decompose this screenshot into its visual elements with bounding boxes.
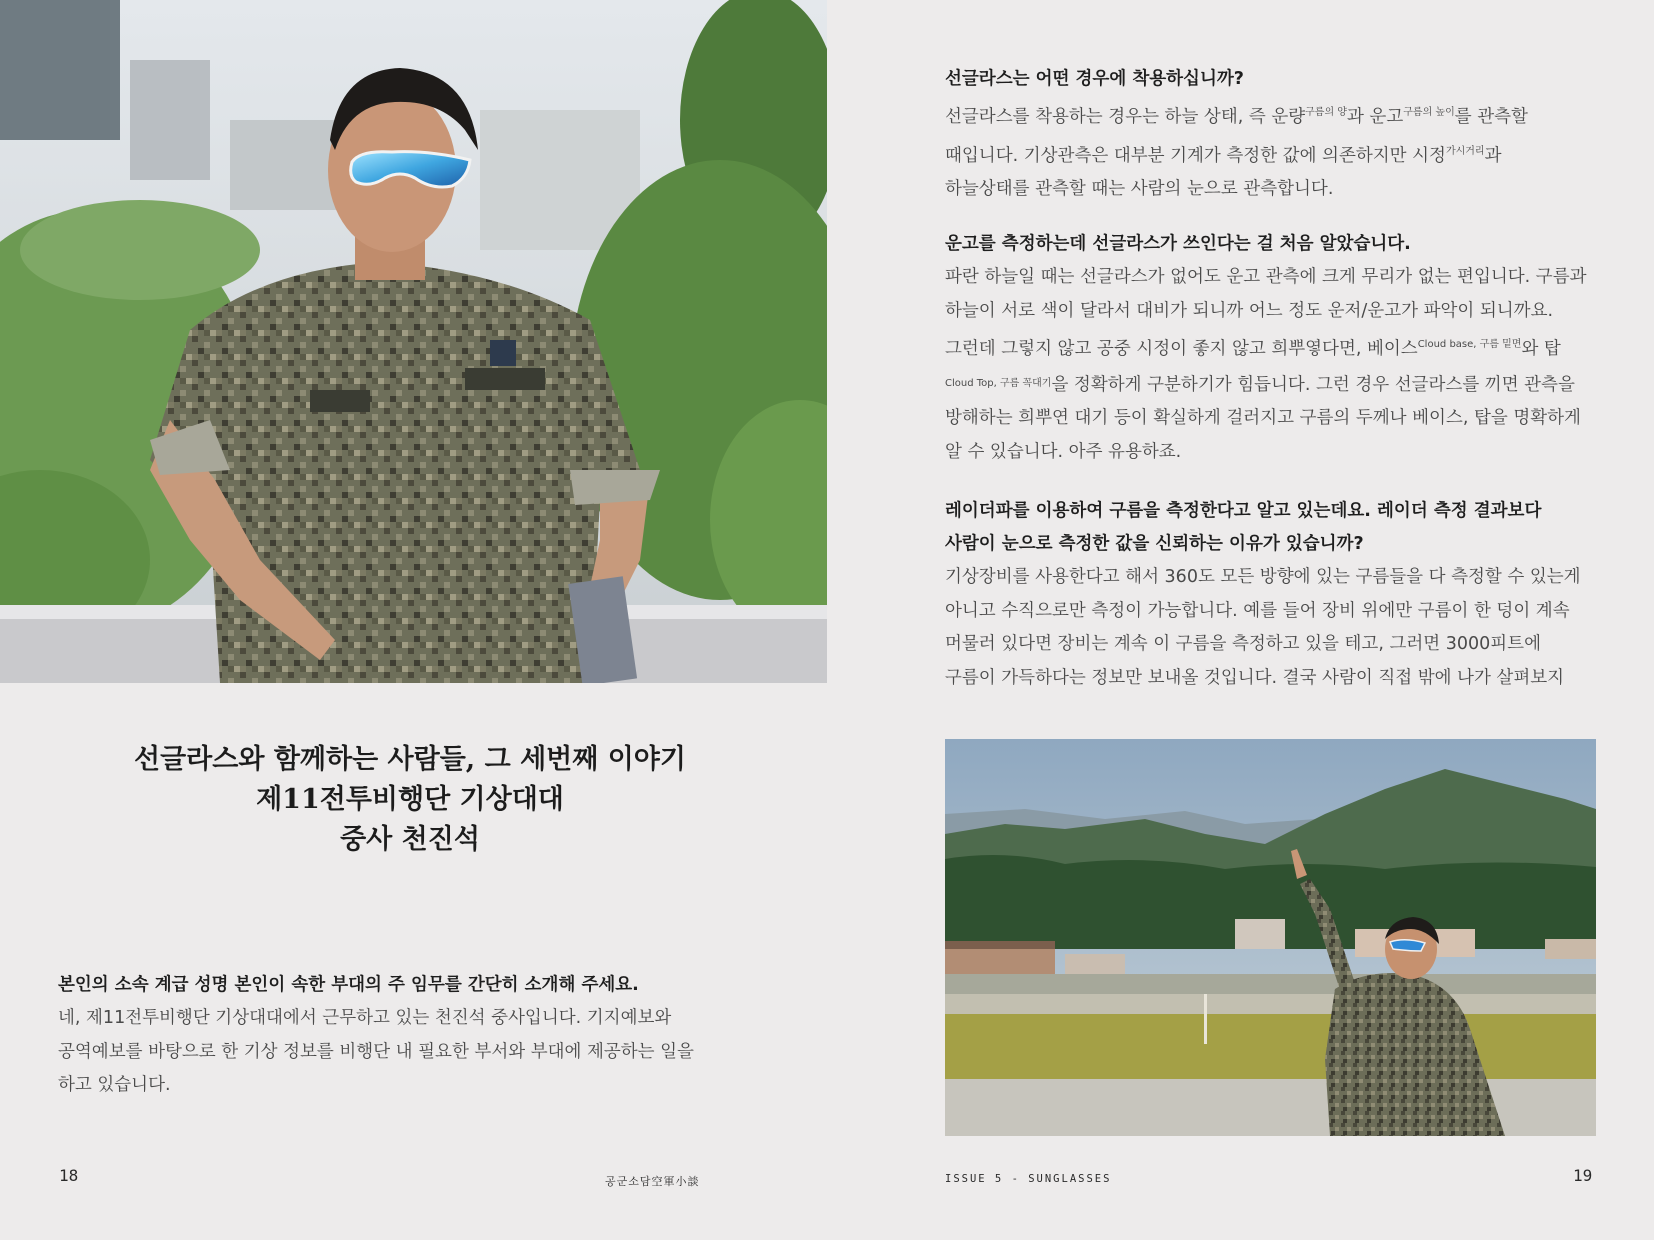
question-1: 선글라스는 어떤 경우에 착용하십니까? [945, 69, 1244, 89]
question-3-line: 사람이 눈으로 측정한 값을 신뢰하는 이유가 있습니까? [945, 534, 1364, 554]
answer-line: 방해하는 희뿌연 대기 등이 확실하게 걸러지고 구름의 두께나 베이스, 탑을 명확하게 [945, 408, 1581, 428]
qa-cloud-height [945, 228, 1635, 469]
answer-line: 공역예보를 바탕으로 한 기상 정보를 비행단 내 필요한 부서와 부대에 제공하는 일을 [58, 1041, 694, 1062]
question-2: 운고를 측정하는데 선글라스가 쓰인다는 걸 처음 알았습니다. [945, 234, 1411, 254]
answer-line: 알 수 있습니다. 아주 유용하죠. [945, 441, 1182, 462]
portrait-photo [0, 0, 827, 683]
answer-line: 하늘상태를 관측할 때는 사람의 눈으로 관측합니다. [945, 179, 1334, 199]
footnote-cloud-height: 구름의 높이 [1403, 107, 1455, 118]
answer-line: 네, 제11전투비행단 기상대대에서 근무하고 있는 천진석 중사입니다. 기지예보와 [58, 1008, 672, 1028]
title-line-1: 선글라스와 함께하는 사람들, 그 세번째 이야기 [134, 744, 686, 775]
footer-magazine-name: 공군소담空軍小談 [605, 1175, 700, 1188]
answer-line: 그런데 그렇지 않고 공중 시정이 좋지 않고 희뿌옇다면, 베이스$^{Cloud base, 구름 밑면}$와 탑 [945, 339, 1561, 359]
answer-line: 기상장비를 사용한다고 해서 360도 모든 방향에 있는 구름들을 다 측정할 수 있는게 [945, 567, 1581, 587]
answer-line: 머물러 있다면 장비는 계속 이 구름을 측정하고 있을 테고, 그러면 3000피트에 [945, 634, 1541, 654]
answer-line: 하고 있습니다. [58, 1075, 171, 1095]
answer-line: 파란 하늘일 때는 선글라스가 없어도 운고 관측에 크게 무리가 없는 편입니다. 구름과 [945, 267, 1587, 287]
page-number-right: 19 [1573, 1166, 1593, 1185]
airfield-photo [945, 739, 1596, 1136]
answer-line: 선글라스를 착용하는 경우는 하늘 상태, 즉 운량$^{구름의 양}$과 운고$^{구름의 높이}$를 관측할 [945, 107, 1528, 127]
footnote-cloud-top: Cloud Top, 구름 꼭대기 [945, 377, 1052, 389]
article-title [60, 740, 760, 860]
question-intro: 본인의 소속 계급 성명 본인이 속한 부대의 주 임무를 간단히 소개해 주세요. [58, 975, 639, 995]
qa-intro [58, 969, 758, 1103]
title-line-3: 중사 천진석 [340, 824, 480, 855]
right-page [827, 0, 1654, 1240]
footnote-cloud-amount: 구름의 양 [1305, 107, 1347, 118]
qa-radar [945, 495, 1635, 695]
question-3-line: 레이더파를 이용하여 구름을 측정한다고 알고 있는데요. 레이더 측정 결과보다 [945, 501, 1542, 521]
answer-line: 아니고 수직으로만 측정이 가능합니다. 예를 들어 장비 위에만 구름이 한 덩이 계속 [945, 600, 1570, 621]
footnote-cloud-base: Cloud base, 구름 밑면 [1417, 339, 1522, 350]
answer-line: 때입니다. 기상관측은 대부분 기계가 측정한 값에 의존하지만 시정$^{가시거리}$과 [945, 145, 1502, 166]
footnote-visibility: 가시거리 [1445, 145, 1485, 157]
answer-line: 하늘이 서로 색이 달라서 대비가 되니까 어느 정도 운저/운고가 파악이 되니까요. [945, 300, 1554, 321]
footer-issue: ISSUE 5 - SUNGLASSES [945, 1173, 1112, 1185]
answer-line: $^{Cloud Top, 구름 꼭대기}$을 정확하게 구분하기가 힘듭니다. 그런 경우 선글라스를 끼면 관측을 [945, 374, 1575, 395]
answer-line: 구름이 가득하다는 정보만 보내올 것입니다. 결국 사람이 직접 밖에 나가 살펴보지 [945, 667, 1565, 688]
title-line-2: 제11전투비행단 기상대대 [256, 784, 564, 815]
page-number-left: 18 [59, 1166, 79, 1185]
qa-sunglasses-use [945, 63, 1635, 207]
